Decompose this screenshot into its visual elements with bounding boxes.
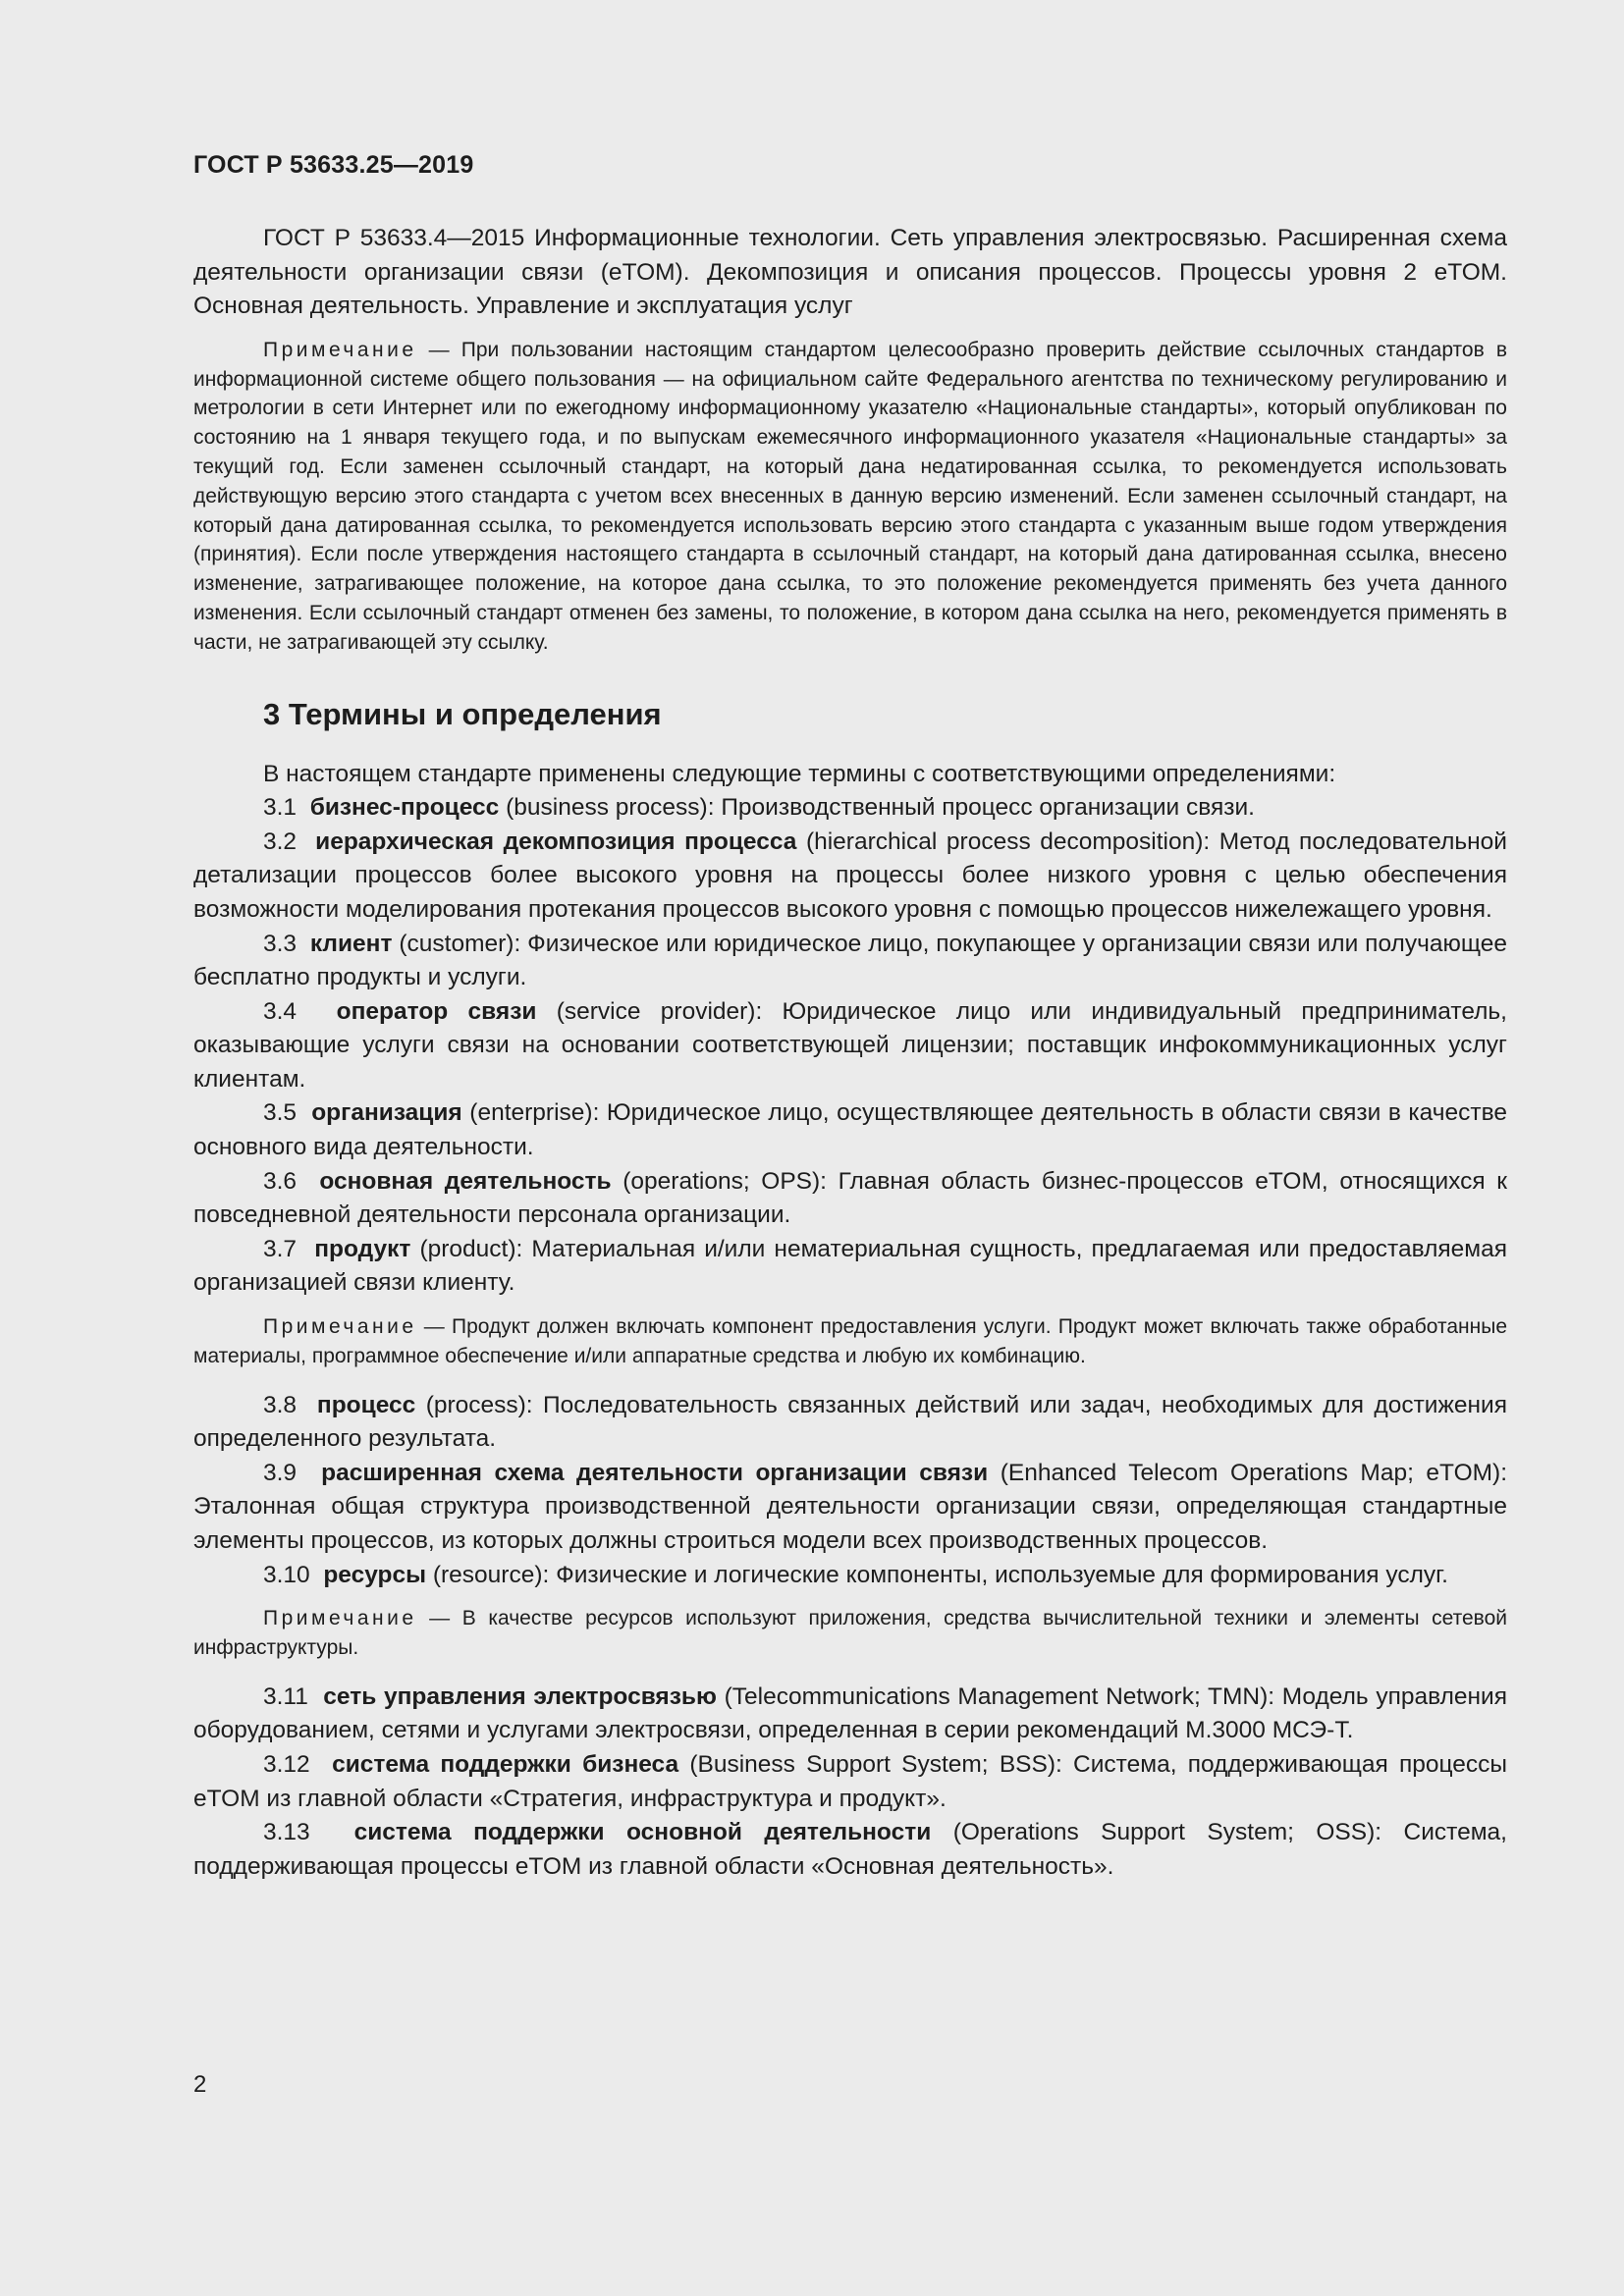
page-content bbox=[193, 222, 1507, 1884]
term-3-9: 3.9 расширенная схема деятельности организации связи (Enhanced Telecom Operations Map; eTOM): Эталонная общая структура производственной деятельности организации связи, определяющая стандартные элементы процессов, из которых должны строиться модели всех производственных процессов. bbox=[193, 1459, 1507, 1555]
term-3-6: 3.6 основная деятельность (operations; OPS): Главная область бизнес-процессов eTOM, относящихся к повседневной деятельности персонала организации. bbox=[193, 1167, 1507, 1229]
term-3-2: 3.2 иерархическая декомпозиция процесса (hierarchical process decomposition): Метод последовательной детализации процессов более высокого уровня на процессы более низкого уровня с целью обеспечения возможности моделирования протекания процессов высокого уровня с помощью процессов нижележащего уровня. bbox=[193, 828, 1507, 923]
term-3-5: 3.5 организация (enterprise): Юридическое лицо, осуществляющее деятельность в области связи в качестве основного вида деятельности. bbox=[193, 1099, 1507, 1161]
note-label: Примечание bbox=[263, 338, 417, 361]
note-1: Примечание — При пользовании настоящим стандартом целесообразно проверить действие ссылочных стандартов в информационной системе общего пользования — на официальном сайте Федерального агентства по техническому регулированию и метрологии в сети Интернет или по ежегодному информационному указателю «Национальные стандарты», который опубликован по состоянию на 1 января текущего года, и по выпускам ежемесячного информационного указателя «Национальные стандарты» за текущий год. Если заменен ссылочный стандарт, на который дана недатированная ссылка, то рекомендуется использовать действующую версию этого стандарта с учетом всех внесенных в данную версию изменений. Если заменен ссылочный стандарт, на который дана датированная ссылка, то рекомендуется использовать версию этого стандарта с указанным выше годом утверждения (принятия). Если после утверждения настоящего стандарта в ссылочный стандарт, на который дана датированная ссылка, внесено изменение, затрагивающее положение, на которое дана ссылка, то это положение рекомендуется применять без учета данного изменения. Если ссылочный стандарт отменен без замены, то положение, в котором дана ссылка на него, рекомендуется применять в части, не затрагивающей эту ссылку. bbox=[193, 338, 1507, 654]
term-3-10: 3.10 ресурсы (resource): Физические и логические компоненты, используемые для формирования услуг. bbox=[263, 1561, 1448, 1588]
note-3: Примечание — В качестве ресурсов используют приложения, средства вычислительной техники и элементы сетевой инфраструктуры. bbox=[193, 1607, 1508, 1659]
reference-entry: ГОСТ Р 53633.4—2015 Информационные технологии. Сеть управления электросвязью. Расширенная схема деятельности организации связи (eTOM). Декомпозиция и описания процессов. Процессы уровня 2 eTOM. Основная деятельность. Управление и эксплуатация услуг bbox=[193, 225, 1507, 320]
term-3-12: 3.12 система поддержки бизнеса (Business Support System; BSS): Система, поддерживающая процессы eTOM из главной области «Стратегия, инфраструктура и продукт». bbox=[193, 1750, 1507, 1812]
note-2: Примечание — Продукт должен включать компонент предоставления услуги. Продукт может включать также обработанные материалы, программное обеспечение и/или аппаратные средства и любую их комбинацию. bbox=[193, 1315, 1507, 1367]
page-number: 2 bbox=[193, 2071, 207, 2098]
section-title: 3 Термины и определения bbox=[263, 696, 662, 731]
term-3-7: 3.7 продукт (product): Материальная и/или нематериальная сущность, предлагаемая или предоставляемая организацией связи клиенту. bbox=[193, 1235, 1507, 1297]
document-header: ГОСТ Р 53633.25—2019 bbox=[193, 151, 474, 179]
terms-intro: В настоящем стандарте применены следующие термины с соответствующими определениями: bbox=[263, 760, 1336, 787]
term-3-3: 3.3 клиент (customer): Физическое или юридическое лицо, покупающее у организации связи или получающее бесплатно продукты и услуги. bbox=[193, 930, 1507, 991]
term-3-8: 3.8 процесс (process): Последовательность связанных действий или задач, необходимых для достижения определенного результата. bbox=[193, 1391, 1507, 1453]
term-3-13: 3.13 система поддержки основной деятельности (Operations Support System; OSS): Система, поддерживающая процессы eTOM из главной области «Основная деятельность». bbox=[193, 1819, 1507, 1880]
term-3-4: 3.4 оператор связи (service provider): Юридическое лицо или индивидуальный предприниматель, оказывающие услуги связи на основании соответствующей лицензии; поставщик инфокоммуникационных услуг клиентам. bbox=[193, 997, 1507, 1093]
term-3-11: 3.11 сеть управления электросвязью (Telecommunications Management Network; TMN): Модель управления оборудованием, сетями и услугами электросвязи, определенная в серии рекомендаций М.3000 МСЭ-Т. bbox=[193, 1682, 1508, 1744]
term-3-1: 3.1 бизнес-процесс (business process): Производственный процесс организации связи. bbox=[263, 794, 1255, 822]
